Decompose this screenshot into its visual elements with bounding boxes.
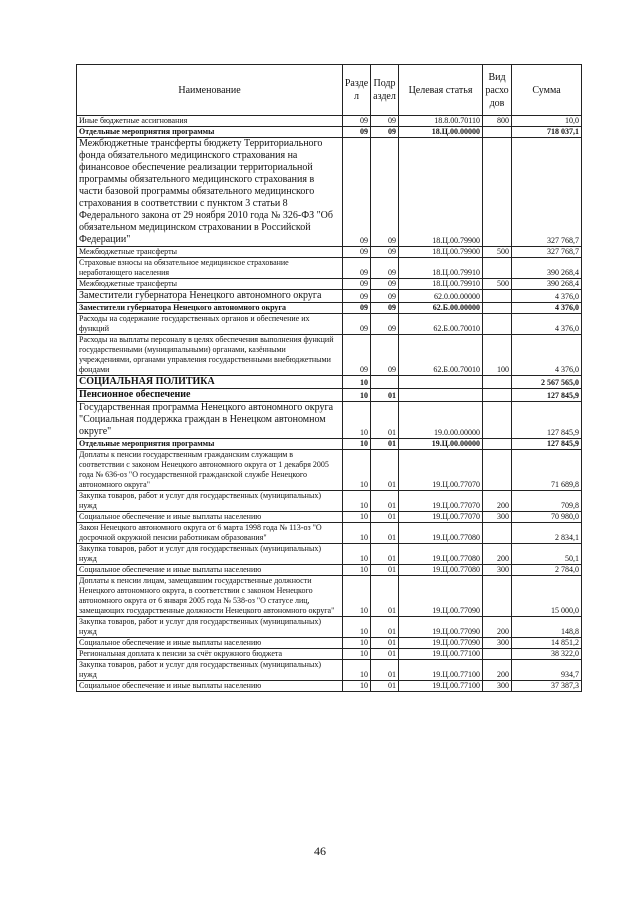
cell-name: Отдельные мероприятия программы [77, 127, 343, 138]
page-number: 46 [314, 844, 326, 858]
cell-expense-type [483, 314, 512, 335]
cell-name: Пенсионное обеспечение [77, 389, 343, 402]
table-row [77, 491, 582, 512]
cell-target-article: 18.Ц.00.79900 [399, 247, 483, 258]
cell-target-article: 18.Ц.00.79900 [399, 138, 483, 247]
cell-sum: 4 376,0 [512, 314, 582, 335]
cell-subsection: 01 [371, 512, 399, 523]
cell-target-article: 19.Ц.00.77080 [399, 544, 483, 565]
cell-section: 09 [343, 314, 371, 335]
cell-name: Страховые взносы на обязательное медицинское страхование неработающего населения [77, 258, 343, 279]
cell-expense-type [483, 439, 512, 450]
cell-sum: 4 376,0 [512, 303, 582, 314]
cell-expense-type: 800 [483, 116, 512, 127]
cell-expense-type [483, 376, 512, 389]
cell-expense-type [483, 290, 512, 303]
table-row [77, 660, 582, 681]
cell-expense-type: 100 [483, 335, 512, 376]
cell-expense-type: 300 [483, 681, 512, 692]
cell-sum: 327 768,7 [512, 247, 582, 258]
cell-sum: 390 268,4 [512, 258, 582, 279]
cell-target-article: 62.Б.00.70010 [399, 335, 483, 376]
cell-section: 10 [343, 402, 371, 439]
cell-subsection: 09 [371, 247, 399, 258]
cell-name: Расходы на содержание государственных органов и обеспечение их функций [77, 314, 343, 335]
cell-name: Закупка товаров, работ и услуг для государственных (муниципальных) нужд [77, 491, 343, 512]
table-row [77, 649, 582, 660]
table-row [77, 335, 582, 376]
cell-name: Доплаты к пенсии государственным гражданским служащим в соответствии с законом Ненецкого автономного округа от 1 декабря 2005 года № 636-оз "О государственной гражданской службе Ненецкого автономного округа" [77, 450, 343, 491]
cell-name: Закупка товаров, работ и услуг для государственных (муниципальных) нужд [77, 544, 343, 565]
table-row [77, 638, 582, 649]
cell-sum: 4 376,0 [512, 335, 582, 376]
cell-sum: 148,8 [512, 617, 582, 638]
budget-table [76, 64, 582, 692]
header-section: Разде л [343, 65, 371, 116]
cell-target-article: 19.Ц.00.77070 [399, 450, 483, 491]
table-row [77, 279, 582, 290]
cell-expense-type [483, 303, 512, 314]
cell-section: 10 [343, 439, 371, 450]
cell-section: 10 [343, 389, 371, 402]
cell-target-article: 18.Ц.00.00000 [399, 127, 483, 138]
cell-sum: 37 387,3 [512, 681, 582, 692]
cell-target-article: 62.0.00.00000 [399, 290, 483, 303]
cell-section: 10 [343, 523, 371, 544]
cell-target-article: 62.Б.00.00000 [399, 303, 483, 314]
table-row [77, 523, 582, 544]
cell-target-article: 19.0.00.00000 [399, 402, 483, 439]
cell-subsection: 01 [371, 389, 399, 402]
cell-name: Социальное обеспечение и иные выплаты населению [77, 638, 343, 649]
cell-name: Закон Ненецкого автономного округа от 6 марта 1998 года № 113-оз "О досрочной окружной пенсии работникам образования" [77, 523, 343, 544]
cell-name: Государственная программа Ненецкого автономного округа "Социальная поддержка граждан в Ненецком автономном округе" [77, 402, 343, 439]
cell-target-article: 19.Ц.00.77090 [399, 638, 483, 649]
cell-name: Межбюджетные трансферты бюджету Территориального фонда обязательного медицинского страхования на финансовое обеспечение реализации территориальной программы обязательного медицинского страхования в части базовой программы обязательного медицинского страхования в соответствии с пунктом 3 статьи 8 Федерального закона от 29 ноября 2010 года № 326-ФЗ "Об обязательном медицинском страховании в Российской Федерации" [77, 138, 343, 247]
cell-target-article: 19.Ц.00.77090 [399, 576, 483, 617]
cell-subsection: 01 [371, 491, 399, 512]
cell-sum: 2 834,1 [512, 523, 582, 544]
cell-subsection: 01 [371, 681, 399, 692]
table-row [77, 303, 582, 314]
cell-target-article: 62.Б.00.70010 [399, 314, 483, 335]
cell-name: Межбюджетные трансферты [77, 279, 343, 290]
cell-sum: 934,7 [512, 660, 582, 681]
cell-subsection: 09 [371, 314, 399, 335]
cell-subsection: 01 [371, 576, 399, 617]
cell-target-article: 19.Ц.00.77090 [399, 617, 483, 638]
table-row [77, 512, 582, 523]
cell-sum: 10,0 [512, 116, 582, 127]
cell-section: 09 [343, 335, 371, 376]
header-name: Наименование [77, 65, 343, 116]
table-row [77, 544, 582, 565]
cell-subsection: 01 [371, 450, 399, 491]
cell-expense-type: 200 [483, 660, 512, 681]
table-row [77, 247, 582, 258]
cell-subsection: 01 [371, 523, 399, 544]
cell-sum: 127 845,9 [512, 439, 582, 450]
cell-sum: 14 851,2 [512, 638, 582, 649]
cell-section: 10 [343, 681, 371, 692]
table-row [77, 576, 582, 617]
cell-target-article: 19.Ц.00.77080 [399, 565, 483, 576]
cell-target-article: 19.Ц.00.77080 [399, 523, 483, 544]
table-row [77, 439, 582, 450]
cell-section: 10 [343, 544, 371, 565]
cell-section: 09 [343, 258, 371, 279]
cell-subsection: 01 [371, 649, 399, 660]
cell-section: 10 [343, 376, 371, 389]
cell-expense-type [483, 389, 512, 402]
table-row [77, 681, 582, 692]
cell-name: СОЦИАЛЬНАЯ ПОЛИТИКА [77, 376, 343, 389]
cell-expense-type [483, 523, 512, 544]
header-expense-type: Вид расхо дов [483, 65, 512, 116]
cell-sum: 70 980,0 [512, 512, 582, 523]
cell-name: Закупка товаров, работ и услуг для государственных (муниципальных) нужд [77, 660, 343, 681]
table-row [77, 314, 582, 335]
cell-section: 09 [343, 247, 371, 258]
cell-section: 09 [343, 116, 371, 127]
cell-target-article: 18.Ц.00.79910 [399, 279, 483, 290]
table-body [77, 116, 582, 692]
cell-expense-type: 200 [483, 544, 512, 565]
cell-name: Заместители губернатора Ненецкого автономного округа [77, 303, 343, 314]
cell-target-article: 18.Ц.00.79910 [399, 258, 483, 279]
cell-expense-type [483, 402, 512, 439]
table-row [77, 376, 582, 389]
table-row [77, 389, 582, 402]
cell-section: 09 [343, 279, 371, 290]
cell-expense-type [483, 258, 512, 279]
header-sum: Сумма [512, 65, 582, 116]
cell-expense-type: 300 [483, 638, 512, 649]
cell-target-article: 19.Ц.00.77070 [399, 512, 483, 523]
cell-section: 09 [343, 290, 371, 303]
cell-target-article: 19.Ц.00.00000 [399, 439, 483, 450]
cell-subsection: 09 [371, 279, 399, 290]
cell-sum: 50,1 [512, 544, 582, 565]
cell-sum: 71 689,8 [512, 450, 582, 491]
cell-expense-type: 500 [483, 247, 512, 258]
cell-expense-type: 300 [483, 512, 512, 523]
cell-sum: 2 567 565,0 [512, 376, 582, 389]
cell-subsection [371, 376, 399, 389]
cell-expense-type: 200 [483, 491, 512, 512]
cell-name: Региональная доплата к пенсии за счёт окружного бюджета [77, 649, 343, 660]
cell-target-article [399, 376, 483, 389]
cell-section: 09 [343, 138, 371, 247]
cell-subsection: 01 [371, 565, 399, 576]
table-row [77, 617, 582, 638]
cell-section: 10 [343, 660, 371, 681]
cell-target-article: 19.Ц.00.77100 [399, 660, 483, 681]
table-row [77, 290, 582, 303]
table-row [77, 127, 582, 138]
cell-sum: 127 845,9 [512, 389, 582, 402]
table-row [77, 258, 582, 279]
cell-target-article: 19.Ц.00.77100 [399, 681, 483, 692]
cell-name: Межбюджетные трансферты [77, 247, 343, 258]
cell-target-article: 19.Ц.00.77100 [399, 649, 483, 660]
table-header-row [77, 65, 582, 116]
cell-name: Социальное обеспечение и иные выплаты населению [77, 681, 343, 692]
cell-subsection: 09 [371, 127, 399, 138]
cell-subsection: 09 [371, 116, 399, 127]
cell-subsection: 01 [371, 439, 399, 450]
cell-target-article: 18.8.00.70110 [399, 116, 483, 127]
cell-name: Отдельные мероприятия программы [77, 439, 343, 450]
cell-subsection: 09 [371, 138, 399, 247]
cell-section: 10 [343, 617, 371, 638]
cell-section: 09 [343, 303, 371, 314]
cell-name: Социальное обеспечение и иные выплаты населению [77, 512, 343, 523]
header-subsection: Подр аздел [371, 65, 399, 116]
cell-subsection: 09 [371, 258, 399, 279]
table-row [77, 450, 582, 491]
cell-sum: 2 784,0 [512, 565, 582, 576]
cell-section: 10 [343, 512, 371, 523]
cell-name: Закупка товаров, работ и услуг для государственных (муниципальных) нужд [77, 617, 343, 638]
cell-section: 10 [343, 638, 371, 649]
cell-sum: 4 376,0 [512, 290, 582, 303]
cell-name: Расходы на выплаты персоналу в целях обеспечения выполнения функций государственными (муниципальными) органами, казёнными учреждениями, органами управления государственными внебюджетными фондами [77, 335, 343, 376]
cell-expense-type [483, 138, 512, 247]
cell-sum: 390 268,4 [512, 279, 582, 290]
cell-subsection: 01 [371, 402, 399, 439]
cell-expense-type [483, 450, 512, 491]
cell-subsection: 09 [371, 335, 399, 376]
cell-name: Иные бюджетные ассигнования [77, 116, 343, 127]
table-row [77, 402, 582, 439]
table-row [77, 565, 582, 576]
cell-expense-type [483, 127, 512, 138]
cell-section: 10 [343, 576, 371, 617]
cell-name: Доплаты к пенсии лицам, замещавшим государственные должности Ненецкого автономного округа, в соответствии с законом Ненецкого автономного округа от 6 января 2005 года № 538-оз "О статусе лиц, замещающих государственные должности Ненецкого автономного округа" [77, 576, 343, 617]
cell-subsection: 01 [371, 638, 399, 649]
cell-section: 10 [343, 565, 371, 576]
cell-subsection: 09 [371, 303, 399, 314]
cell-section: 10 [343, 450, 371, 491]
cell-section: 09 [343, 127, 371, 138]
cell-subsection: 01 [371, 544, 399, 565]
table-row [77, 138, 582, 247]
cell-sum: 127 845,9 [512, 402, 582, 439]
cell-sum: 709,8 [512, 491, 582, 512]
table-row [77, 116, 582, 127]
cell-section: 10 [343, 491, 371, 512]
cell-subsection: 09 [371, 290, 399, 303]
cell-expense-type [483, 576, 512, 617]
cell-target-article [399, 389, 483, 402]
cell-section: 10 [343, 649, 371, 660]
cell-sum: 15 000,0 [512, 576, 582, 617]
cell-expense-type: 300 [483, 565, 512, 576]
cell-expense-type [483, 649, 512, 660]
cell-sum: 718 037,1 [512, 127, 582, 138]
cell-sum: 38 322,0 [512, 649, 582, 660]
cell-expense-type: 200 [483, 617, 512, 638]
cell-target-article: 19.Ц.00.77070 [399, 491, 483, 512]
cell-expense-type: 500 [483, 279, 512, 290]
cell-sum: 327 768,7 [512, 138, 582, 247]
cell-name: Заместители губернатора Ненецкого автономного округа [77, 290, 343, 303]
header-target-article: Целевая статья [399, 65, 483, 116]
cell-subsection: 01 [371, 660, 399, 681]
cell-name: Социальное обеспечение и иные выплаты населению [77, 565, 343, 576]
cell-subsection: 01 [371, 617, 399, 638]
